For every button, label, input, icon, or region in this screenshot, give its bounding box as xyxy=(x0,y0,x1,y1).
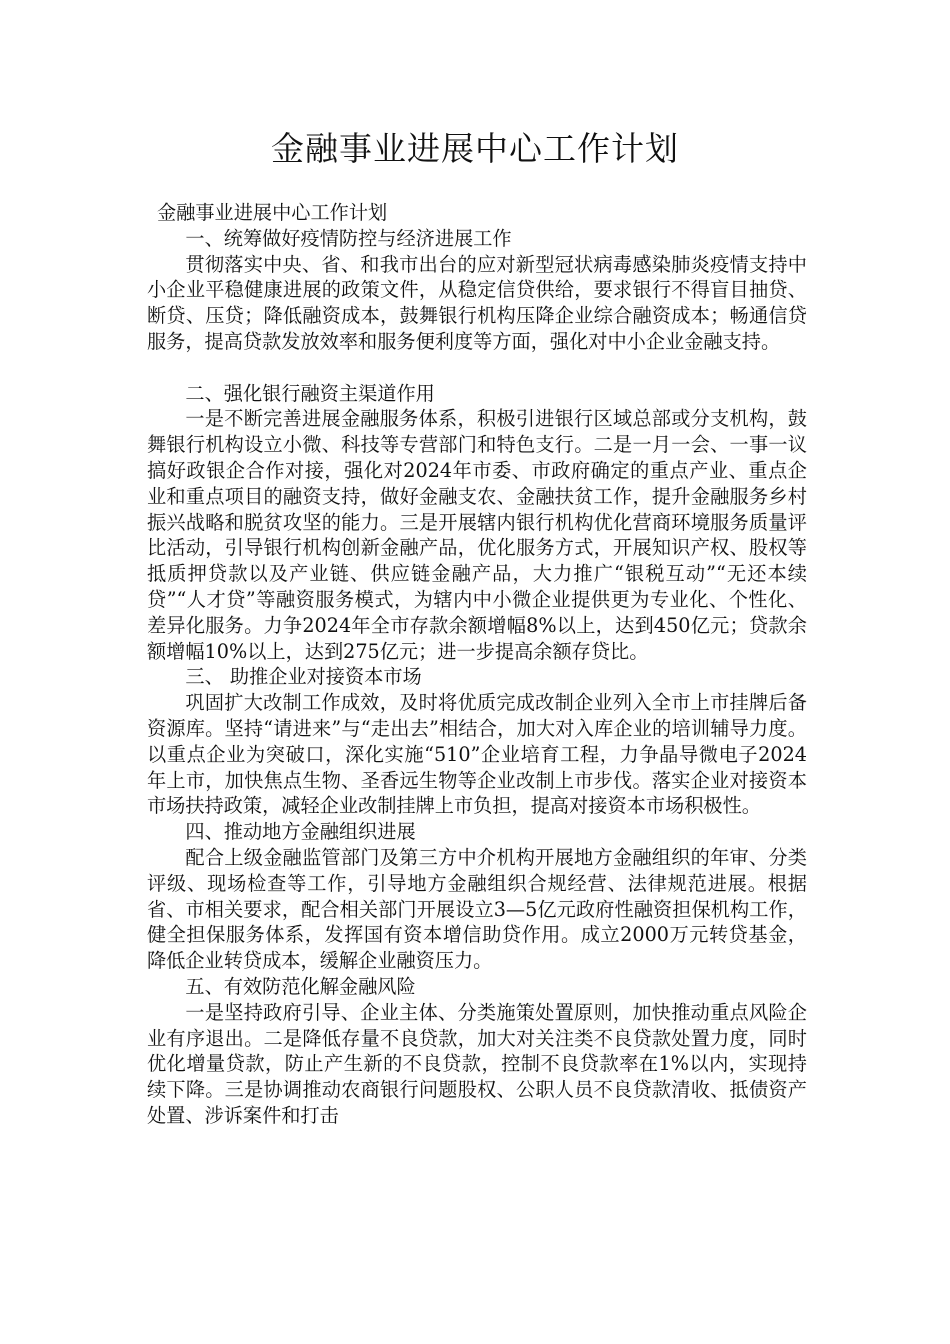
section-paragraph-5: 一是坚持政府引导、企业主体、分类施策处置原则，加快推动重点风险企业有序退出。二是降低存量不良贷款，加大对关注类不良贷款处置力度，同时优化增量贷款，防止产生新的不良贷款，控制不良贷款率在1%以内，实现持续下降。三是协调推动农商银行问题股权、公职人员不良贷款清收、抵债资产处置、涉诉案件和打击 xyxy=(147,1000,807,1127)
section-heading-2: 二、强化银行融资主渠道作用 xyxy=(185,381,435,405)
document-title: 金融事业进展中心工作计划 xyxy=(271,129,679,168)
section-heading-5: 五、有效防范化解金融风险 xyxy=(185,974,416,998)
section-paragraph-3: 巩固扩大改制工作成效，及时将优质完成改制企业列入全市上市挂牌后备资源库。坚持“请进来”与“走出去”相结合，加大对入库企业的培训辅导力度。以重点企业为突破口，深化实施“510”企业培育工程，力争晶导微电子2024年上市，加快焦点生物、圣香远生物等企业改制上市步伐。落实企业对接资本市场扶持政策，减轻企业改制挂牌上市负担，提高对接资本市场积极性。 xyxy=(147,691,807,818)
section-paragraph-1: 贯彻落实中央、省、和我市出台的应对新型冠状病毒感染肺炎疫情支持中小企业平稳健康进展的政策文件，从稳定信贷供给，要求银行不得盲目抽贷、断贷、压贷；降低融资成本，鼓舞银行机构压降企业综合融资成本；畅通信贷服务，提高贷款发放效率和服务便利度等方面，强化对中小企业金融支持。 xyxy=(147,252,807,353)
section-heading-4: 四、推动地方金融组织进展 xyxy=(185,820,416,844)
document-body xyxy=(147,200,807,1129)
section-heading-3: 三、 助推企业对接资本市场 xyxy=(185,665,422,689)
paragraph-gap xyxy=(147,355,807,381)
section-heading-1: 一、统筹做好疫情防控与经济进展工作 xyxy=(185,226,512,250)
section-paragraph-4: 配合上级金融监管部门及第三方中介机构开展地方金融组织的年审、分类评级、现场检查等工作，引导地方金融组织合规经营、法律规范进展。根据省、市相关要求，配合相关部门开展设立3—5亿元政府性融资担保机构工作，健全担保服务体系，发挥国有资本增信助贷作用。成立2000万元转贷基金，降低企业转贷成本，缓解企业融资压力。 xyxy=(147,845,807,973)
document-subtitle: 金融事业进展中心工作计划 xyxy=(157,201,388,224)
section-paragraph-2: 一是不断完善进展金融服务体系，积极引进银行区域总部或分支机构，鼓舞银行机构设立小微、科技等专营部门和特色支行。二是一月一会、一事一议搞好政银企合作对接，强化对2024年市委、市政府确定的重点产业、重点企业和重点项目的融资支持，做好金融支农、金融扶贫工作，提升金融服务乡村振兴战略和脱贫攻坚的能力。三是开展辖内银行机构优化营商环境服务质量评比活动，引导银行机构创新金融产品，优化服务方式，开展知识产权、股权等抵质押贷款以及产业链、供应链金融产品，大力推广“银税互动”“无还本续贷”“人才贷”等融资服务模式，为辖内中小微企业提供更为专业化、个性化、差异化服务。力争2024年全市存款余额增幅8%以上，达到450亿元；贷款余额增幅10%以上，达到275亿元；进一步提高余额存贷比。 xyxy=(147,407,807,663)
